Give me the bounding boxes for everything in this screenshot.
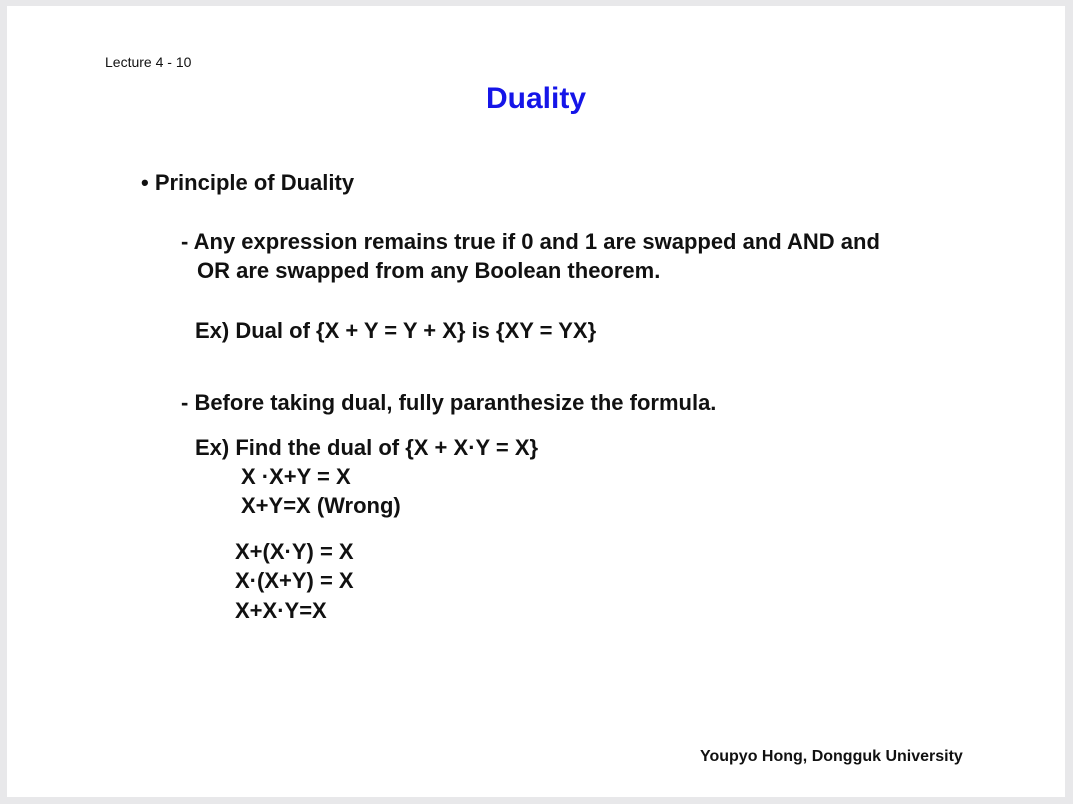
lecture-label: Lecture 4 - 10 [105, 54, 192, 70]
slide-title: Duality [485, 82, 587, 115]
example1: Ex) Dual of {X + Y = Y + X} is {XY = YX} [195, 318, 597, 343]
correct-line3: X+X·Y=X [235, 598, 327, 623]
correct-line2: X·(X+Y) = X [235, 568, 354, 593]
correct-line1: X+(X·Y) = X [235, 539, 354, 564]
bullet-principle: • Principle of Duality [141, 170, 355, 195]
example2: Ex) Find the dual of {X + X·Y = X} [195, 435, 539, 460]
slide [7, 6, 1065, 797]
footer-author: Youpyo Hong, Dongguk University [700, 748, 963, 765]
point1-line2: OR are swapped from any Boolean theorem. [197, 258, 661, 283]
point1-line1: - Any expression remains true if 0 and 1 are swapped and AND and [181, 229, 880, 254]
point2: - Before taking dual, fully paranthesize the formula. [181, 390, 717, 415]
wrong-line1: X ·X+Y = X [241, 464, 351, 489]
wrong-line2: X+Y=X (Wrong) [241, 493, 401, 518]
